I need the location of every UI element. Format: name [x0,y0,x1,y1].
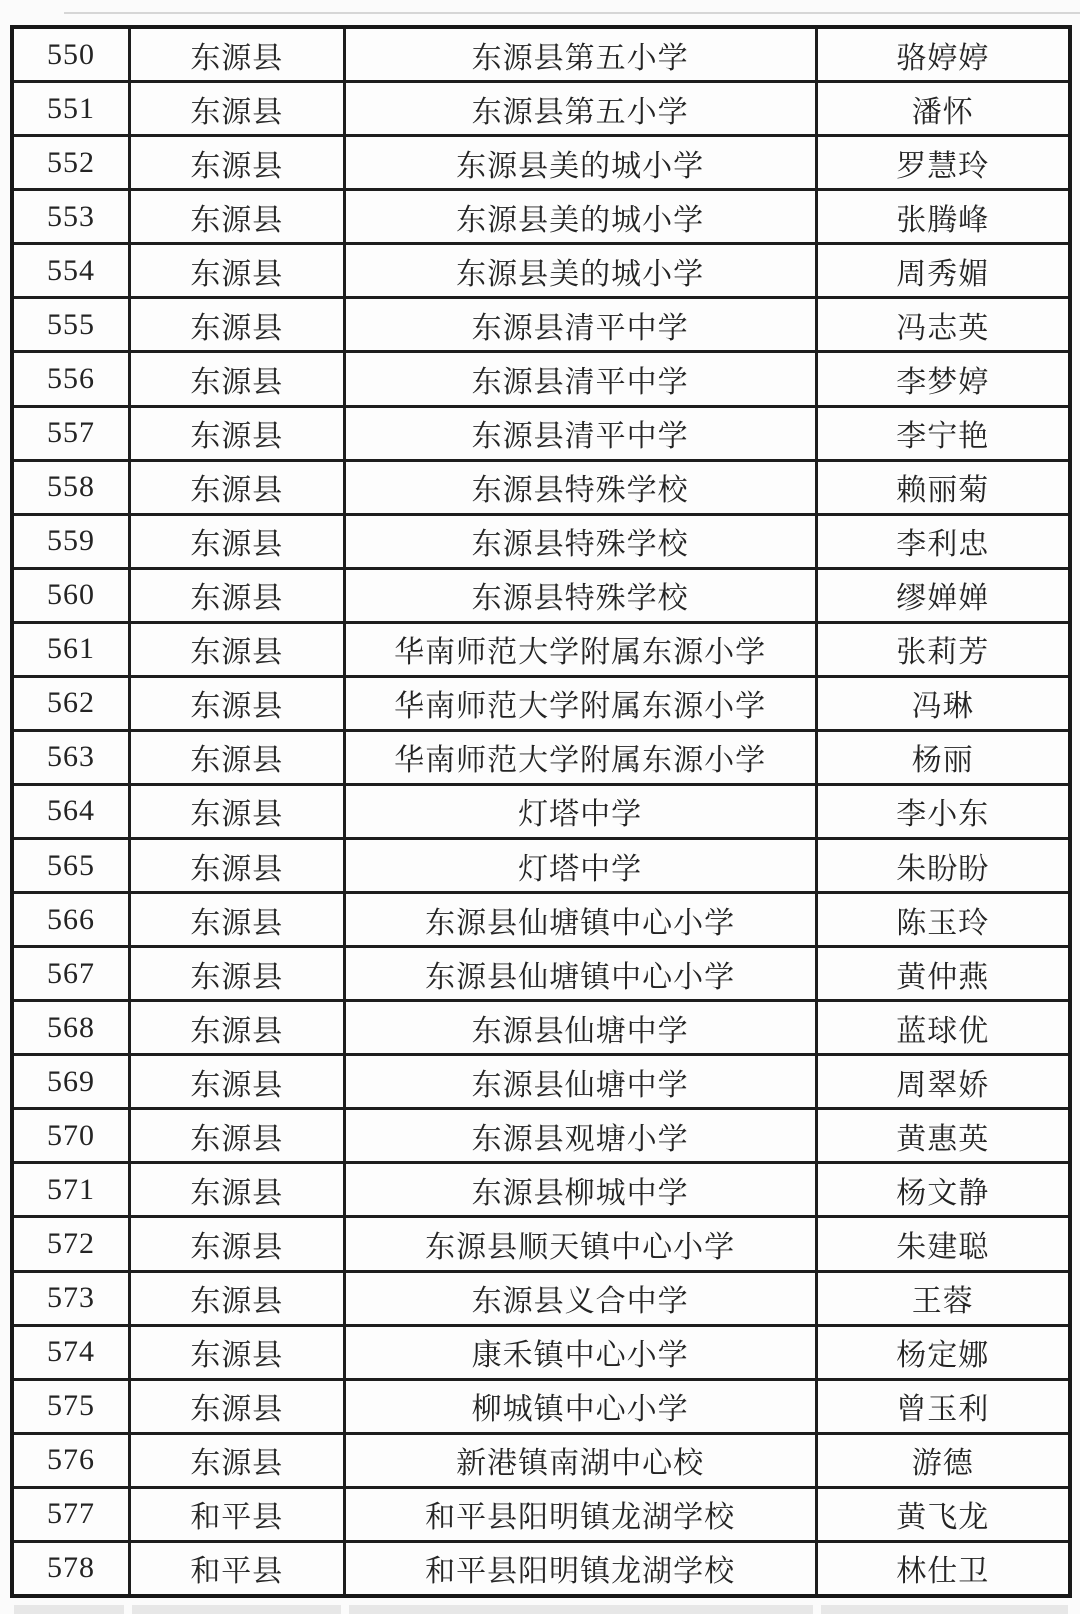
cell-name: 杨丽 [816,730,1070,784]
cell-name: 张腾峰 [816,190,1070,244]
cell-name: 骆婷婷 [816,27,1070,82]
table-row [12,676,1070,730]
cell-county: 东源县 [129,1001,344,1055]
cell-name: 李小东 [816,784,1070,838]
table-row [12,622,1070,676]
cell-school: 灯塔中学 [344,839,816,893]
cell-number: 563 [12,730,129,784]
cell-county: 东源县 [129,298,344,352]
cell-number: 576 [12,1433,129,1487]
cell-county: 东源县 [129,460,344,514]
cell-name: 杨定娜 [816,1325,1070,1379]
table-body [12,27,1070,1596]
cell-county: 和平县 [129,1541,344,1596]
cell-number: 555 [12,298,129,352]
cell-number: 570 [12,1109,129,1163]
table-row [12,406,1070,460]
cell-name: 周翠娇 [816,1055,1070,1109]
table-row [12,27,1070,82]
cell-county: 东源县 [129,244,344,298]
roster-table [10,25,1072,1598]
cell-school: 东源县特殊学校 [344,460,816,514]
cell-number: 552 [12,136,129,190]
cell-name: 李利忠 [816,514,1070,568]
cell-county: 东源县 [129,947,344,1001]
cell-school: 东源县第五小学 [344,82,816,136]
cell-number: 567 [12,947,129,1001]
cell-number: 575 [12,1379,129,1433]
cell-number: 564 [12,784,129,838]
cell-school: 东源县第五小学 [344,27,816,82]
cell-county: 东源县 [129,514,344,568]
cell-number: 550 [12,27,129,82]
table-row [12,1541,1070,1596]
cell-name: 张莉芳 [816,622,1070,676]
cell-school: 东源县柳城中学 [344,1163,816,1217]
table-row [12,1325,1070,1379]
cell-school: 东源县仙塘中学 [344,1055,816,1109]
cell-name: 黄惠英 [816,1109,1070,1163]
cell-number: 571 [12,1163,129,1217]
table-row [12,82,1070,136]
cell-name: 罗慧玲 [816,136,1070,190]
cell-county: 东源县 [129,839,344,893]
cell-county: 东源县 [129,1055,344,1109]
cell-name: 赖丽菊 [816,460,1070,514]
cell-number: 566 [12,893,129,947]
cell-county: 东源县 [129,784,344,838]
cell-county: 东源县 [129,190,344,244]
cell-county: 和平县 [129,1487,344,1541]
cell-name: 王蓉 [816,1271,1070,1325]
cropped-row-remnant-top [64,12,1080,14]
table-row [12,136,1070,190]
cell-county: 东源县 [129,1217,344,1271]
cell-school: 东源县仙塘中学 [344,1001,816,1055]
cell-number: 572 [12,1217,129,1271]
cell-name: 朱盼盼 [816,839,1070,893]
cell-name: 游德 [816,1433,1070,1487]
cell-name: 蓝球优 [816,1001,1070,1055]
cell-name: 陈玉玲 [816,893,1070,947]
cell-number: 565 [12,839,129,893]
cell-number: 574 [12,1325,129,1379]
table-row [12,460,1070,514]
cell-school: 东源县美的城小学 [344,136,816,190]
cell-county: 东源县 [129,136,344,190]
cell-name: 杨文静 [816,1163,1070,1217]
table-row [12,839,1070,893]
table-row [12,1379,1070,1433]
cell-name: 朱建聪 [816,1217,1070,1271]
cell-number: 569 [12,1055,129,1109]
cell-school: 东源县顺天镇中心小学 [344,1217,816,1271]
table-row [12,1055,1070,1109]
cropped-row-remnant-bottom [349,1605,813,1614]
cell-name: 李宁艳 [816,406,1070,460]
cropped-row-remnant-bottom [14,1605,124,1614]
table-row [12,352,1070,406]
cell-number: 561 [12,622,129,676]
cell-county: 东源县 [129,82,344,136]
cell-school: 和平县阳明镇龙湖学校 [344,1487,816,1541]
table-row [12,1433,1070,1487]
cell-county: 东源县 [129,406,344,460]
cell-number: 551 [12,82,129,136]
cell-number: 560 [12,568,129,622]
table-row [12,1109,1070,1163]
cell-county: 东源县 [129,893,344,947]
cell-number: 558 [12,460,129,514]
table-row [12,947,1070,1001]
cell-county: 东源县 [129,27,344,82]
cell-county: 东源县 [129,1433,344,1487]
cell-school: 东源县清平中学 [344,352,816,406]
cell-number: 562 [12,676,129,730]
table-row [12,1001,1070,1055]
table-row [12,730,1070,784]
cell-school: 华南师范大学附属东源小学 [344,730,816,784]
cell-number: 568 [12,1001,129,1055]
cell-number: 557 [12,406,129,460]
cell-county: 东源县 [129,568,344,622]
cell-school: 东源县特殊学校 [344,514,816,568]
table-row [12,784,1070,838]
table-row [12,298,1070,352]
cell-county: 东源县 [129,1379,344,1433]
cell-county: 东源县 [129,676,344,730]
cell-name: 冯志英 [816,298,1070,352]
cell-number: 554 [12,244,129,298]
cell-name: 潘怀 [816,82,1070,136]
cell-school: 东源县清平中学 [344,406,816,460]
cell-school: 柳城镇中心小学 [344,1379,816,1433]
cell-school: 东源县清平中学 [344,298,816,352]
cell-school: 新港镇南湖中心校 [344,1433,816,1487]
table-row [12,244,1070,298]
cell-county: 东源县 [129,1325,344,1379]
cell-number: 573 [12,1271,129,1325]
cell-name: 李梦婷 [816,352,1070,406]
table-row [12,1217,1070,1271]
table-row [12,190,1070,244]
table-row [12,514,1070,568]
cell-county: 东源县 [129,622,344,676]
cell-name: 黄飞龙 [816,1487,1070,1541]
cell-county: 东源县 [129,1109,344,1163]
cell-name: 周秀媚 [816,244,1070,298]
cell-name: 黄仲燕 [816,947,1070,1001]
cell-school: 东源县美的城小学 [344,190,816,244]
cell-number: 559 [12,514,129,568]
cell-number: 578 [12,1541,129,1596]
cell-school: 和平县阳明镇龙湖学校 [344,1541,816,1596]
table-row [12,1487,1070,1541]
cell-county: 东源县 [129,352,344,406]
cell-school: 东源县义合中学 [344,1271,816,1325]
cell-school: 康禾镇中心小学 [344,1325,816,1379]
cell-county: 东源县 [129,1163,344,1217]
cell-county: 东源县 [129,1271,344,1325]
cell-name: 缪婵婵 [816,568,1070,622]
cell-school: 东源县特殊学校 [344,568,816,622]
cell-school: 华南师范大学附属东源小学 [344,622,816,676]
cell-school: 东源县仙塘镇中心小学 [344,947,816,1001]
table-row [12,893,1070,947]
cell-name: 林仕卫 [816,1541,1070,1596]
cell-number: 553 [12,190,129,244]
cell-school: 东源县观塘小学 [344,1109,816,1163]
cell-number: 556 [12,352,129,406]
table-row [12,1271,1070,1325]
cell-name: 冯琳 [816,676,1070,730]
cell-school: 华南师范大学附属东源小学 [344,676,816,730]
cell-school: 东源县美的城小学 [344,244,816,298]
table-row [12,1163,1070,1217]
cell-school: 东源县仙塘镇中心小学 [344,893,816,947]
cell-number: 577 [12,1487,129,1541]
cropped-row-remnant-bottom [821,1605,1068,1614]
cell-county: 东源县 [129,730,344,784]
table-row [12,568,1070,622]
cropped-row-remnant-bottom [132,1605,341,1614]
cell-school: 灯塔中学 [344,784,816,838]
cell-name: 曾玉利 [816,1379,1070,1433]
